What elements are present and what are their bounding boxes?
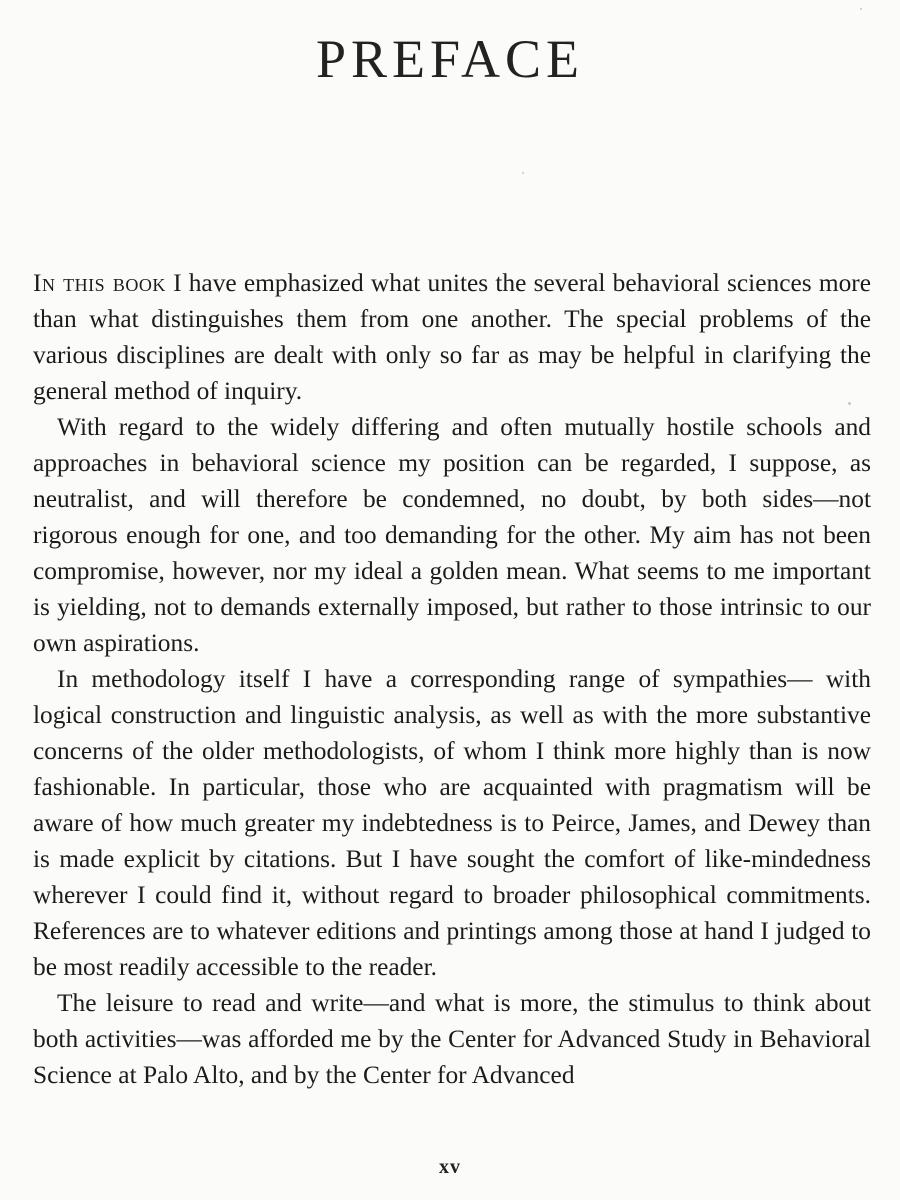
paragraph-1 — [33, 265, 871, 409]
paper-speck — [860, 8, 862, 10]
paragraph-text: I have emphasized what unites the several behavioral sciences more than what distinguishes them from one another. The special problems of the various disciplines are dealt with only so far as may be helpful in clarifying the general method of inquiry. — [33, 269, 871, 405]
paragraph-4: The leisure to read and write—and what is more, the stimulus to think about both activities—was afforded me by the Center for Advanced Study in Behavioral Science at Palo Alto, and by the Center for Advanced — [33, 989, 871, 1089]
page-title: PREFACE — [315, 29, 585, 89]
paper-speck — [848, 402, 851, 405]
paragraph-2: With regard to the widely differing and often mutually hostile schools and approaches in behavioral science my position can be regarded, I suppose, as neutralist, and will therefore be condemned, no doubt, by both sides—not rigorous enough for one, and too demanding for the other. My aim has not been compromise, however, nor my ideal a golden mean. What seems to me important is yielding, not to demands externally imposed, but rather to those intrinsic to our own aspirations. — [33, 413, 871, 657]
page-number: xv — [439, 1156, 461, 1178]
paragraph-lead-in: In this book — [33, 269, 166, 297]
paper-speck — [522, 172, 524, 174]
paragraph-3: In methodology itself I have a corresponding range of sympathies— with logical construction and linguistic analysis, as well as with the more substantive concerns of the older methodologists, of whom I think more highly than is now fashionable. In particular, those who are acquainted with pragmatism will be aware of how much greater my indebtedness is to Peirce, James, and Dewey than is made explicit by citations. But I have sought the comfort of like-mindedness wherever I could find it, without regard to broader philosophical commitments. References are to whatever editions and printings among those at hand I judged to be most readily accessible to the reader. — [33, 665, 871, 981]
preface-body — [33, 265, 871, 1093]
